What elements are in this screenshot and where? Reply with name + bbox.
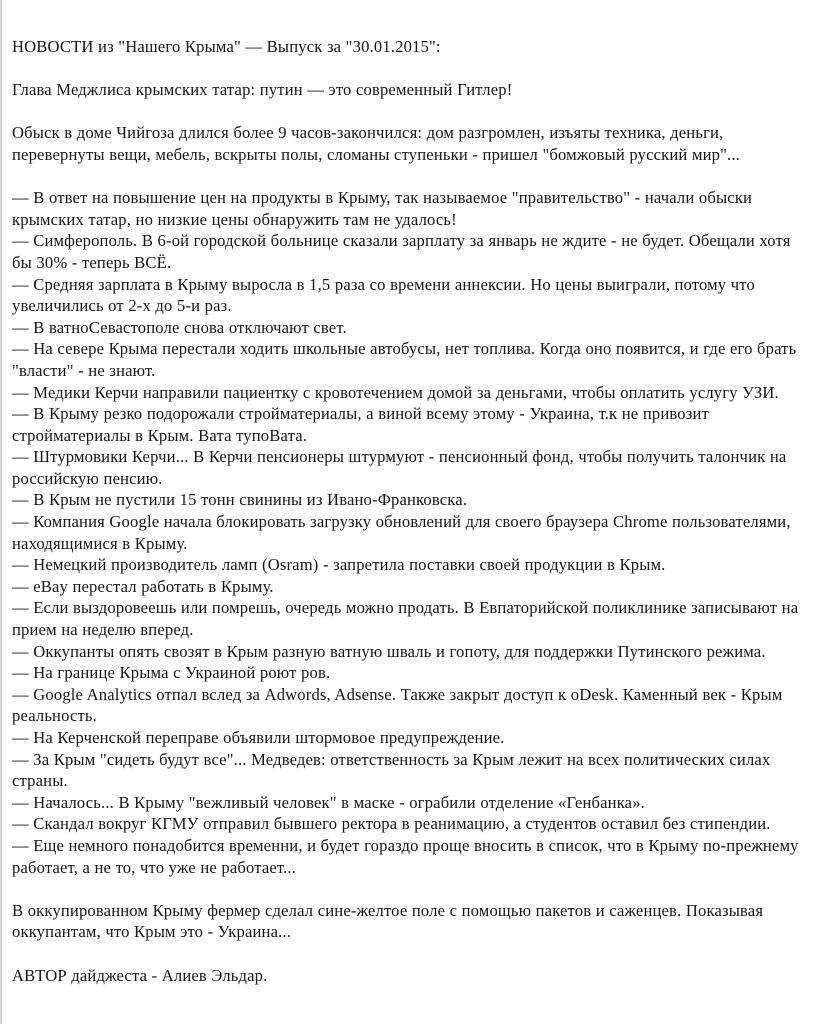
- news-bullet-item: — Немецкий производитель ламп (Osram) - запретила поставки своей продукции в Крым.: [12, 555, 666, 575]
- news-bullet-item: — На Керченской переправе объявили штормовое предупреждение.: [12, 728, 505, 747]
- news-bullet-item: — Компания Google начала блокировать загрузку обновлений для своего браузера Chrome пользователями, находящимися в Крыму.: [12, 512, 791, 553]
- spacer-after-header: [12, 58, 808, 80]
- spacer-after-lead: [12, 166, 808, 188]
- news-bullet-item: — Штурмовики Керчи... В Керчи пенсионеры штурмуют - пенсионный фонд, чтобы получить талончик на российскую пенсию.: [12, 447, 787, 488]
- spacer-after-bullets: [12, 878, 808, 900]
- news-bullet-list: [12, 187, 808, 878]
- news-bullet-item: — В ответ на повышение цен на продукты в Крыму, так называемое "правительство" - начали обыски крымских татар, но низкие цены обнаружить там не удалось!: [12, 188, 753, 229]
- news-bullet-item: — За Крым "сидеть будут все"... Медведев: ответственность за Крым лежит на всех политических силах страны.: [12, 749, 771, 791]
- news-bullet-item: — Оккупанты опять свозят в Крым разную ватную шваль и гопоту, для поддержки Путинского режима.: [12, 641, 766, 661]
- header-line-text: НОВОСТИ из "Нашего Крыма" — Выпуск за "30.01.2015":: [12, 37, 441, 56]
- lead-paragraph: [12, 122, 808, 165]
- news-bullet-item: — Еще немного понадобится временни, и будет гораздо проще вносить в список, что в Крыму по-прежнему работает, а не то, что уже не работает...: [12, 835, 799, 877]
- news-bullet-item: — Началось... В Крыму "вежливый человек" в маске - ограбили отделение «Генбанка».: [12, 792, 645, 812]
- byline: [12, 965, 808, 987]
- news-bullet-item: — Симферополь. В 6-ой городской больнице сказали зарплату за январь не ждите - не будет. Обещали хотя бы 30% - теперь ВСЁ.: [12, 231, 791, 272]
- digest-header-line: [12, 36, 808, 58]
- news-bullet-item: — В Крым не пустили 15 тонн свинины из Ивано-Франковска.: [12, 490, 468, 510]
- news-bullet-item: — Если выздоровеешь или помрешь, очередь можно продать. В Евпаторийской поликлинике записывают на прием на неделю вперед.: [12, 598, 799, 640]
- news-bullet-item: — eBay перестал работать в Крыму.: [12, 576, 274, 596]
- news-bullet-item: — Google Analytics отпал вслед за Adwords, Adsense. Также закрыт доступ к oDesk. Каменный век - Крым реальность.: [12, 684, 783, 726]
- byline-text: АВТОР дайджеста - Алиев Эльдар.: [12, 965, 268, 985]
- closing-paragraph: [12, 900, 808, 943]
- news-bullet-item: — На границе Крыма с Украиной роют ров.: [12, 663, 331, 683]
- digest-headline: [12, 79, 808, 101]
- news-bullet-item: — На севере Крыма перестали ходить школьные автобусы, нет топлива. Когда оно появится, и где его брать "власти" - не знают.: [12, 339, 797, 380]
- news-bullet-item: — Скандал вокруг КГМУ отправил бывшего ректора в реанимацию, а студентов оставил без стипендии.: [12, 814, 771, 834]
- spacer-after-headline: [12, 101, 808, 123]
- spacer-after-closing: [12, 943, 808, 965]
- news-bullet-item: — В Крыму резко подорожали стройматериалы, а виной всему этому - Украина, т.к не привозит стройматериалы в Крым. Вата тупоВата.: [12, 404, 709, 445]
- news-bullet-item: — Медики Керчи направили пациентку с кровотечением домой за деньгами, чтобы оплатить услугу УЗИ.: [12, 382, 779, 402]
- news-bullet-item: — В ватноСевастополе снова отключают свет.: [12, 317, 347, 337]
- news-bullet-item: — Средняя зарплата в Крыму выросла в 1,5 раза со времени аннексии. Но цены выиграли, потому что увеличились от 2-х до 5-и раз.: [12, 274, 755, 316]
- headline-text: Глава Меджлиса крымских татар: путин — это современный Гитлер!: [12, 80, 513, 100]
- lead-paragraph-text: Обыск в доме Чийгоза длился более 9 часов-закончился: дом разгромлен, изъяты техника, деньги, перевернуты вещи, мебель, вскрыты полы, сломаны ступеньки - пришел "бомжовый русский мир"...: [12, 123, 741, 164]
- closing-paragraph-text: В оккупированном Крыму фермер сделал сине-желтое поле с помощью пакетов и саженцев. Показывая оккупантам, что Крым это - Украина...: [12, 900, 764, 942]
